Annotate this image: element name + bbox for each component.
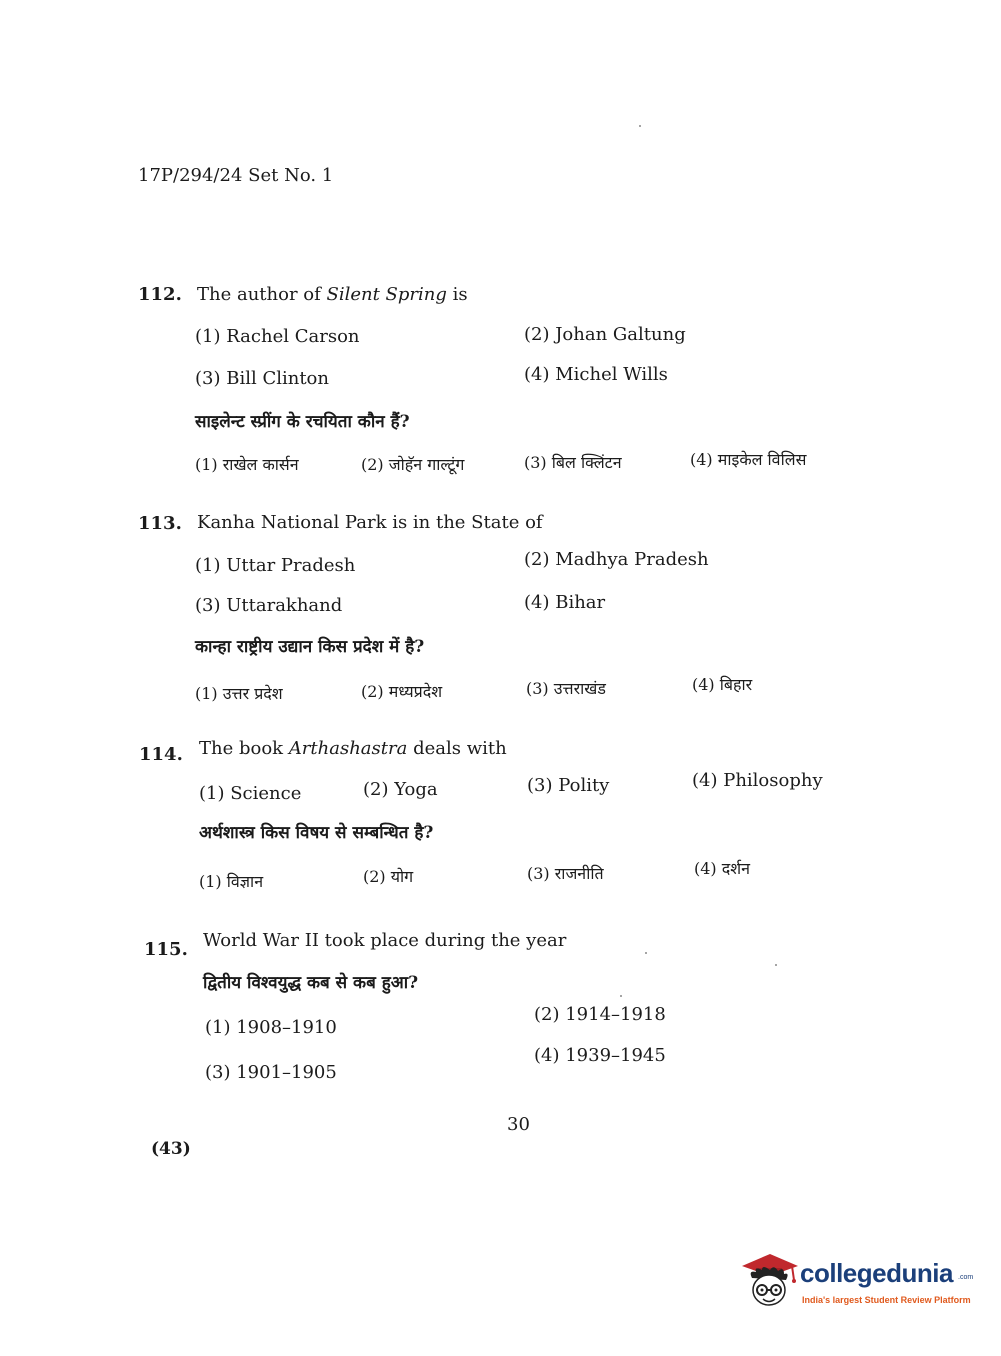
option-4: (4) Michel Wills (524, 364, 668, 385)
hindi-option-1: (1) उत्तर प्रदेश (195, 684, 283, 703)
scan-speck (639, 125, 641, 127)
option-1: (1) Rachel Carson (195, 326, 360, 347)
hindi-question: कान्हा राष्ट्रीय उद्यान किस प्रदेश में है? (195, 637, 425, 657)
option-2: (2) Madhya Pradesh (524, 549, 709, 570)
hindi-option-3: (3) उत्तराखंड (526, 679, 606, 698)
option-2: (2) Yoga (363, 779, 438, 800)
question-text: The author of Silent Spring is (197, 284, 468, 305)
question-number: 114. (139, 744, 183, 765)
mascot-icon (740, 1248, 800, 1312)
option-3: (3) Bill Clinton (195, 368, 329, 389)
option-2: (2) 1914–1918 (534, 1004, 666, 1025)
hindi-option-3: (3) बिल क्लिंटन (524, 453, 622, 472)
logo-tagline: India's largest Student Review Platform (802, 1295, 971, 1305)
option-3: (3) Uttarakhand (195, 595, 343, 616)
scan-speck (645, 952, 647, 954)
option-4: (4) 1939–1945 (534, 1045, 666, 1066)
scan-speck (620, 995, 622, 997)
question-text: Kanha National Park is in the State of (197, 512, 543, 533)
hindi-option-4: (4) दर्शन (694, 859, 751, 878)
option-4: (4) Philosophy (692, 770, 823, 791)
booklet-code: (43) (151, 1139, 191, 1159)
logo-domain-suffix: .com (958, 1274, 974, 1281)
question-text: World War II took place during the year (203, 930, 567, 951)
set-number-header: 17P/294/24 Set No. 1 (138, 165, 334, 186)
option-2: (2) Johan Galtung (524, 324, 686, 345)
hindi-option-4: (4) बिहार (692, 675, 753, 694)
scan-speck (775, 964, 777, 966)
option-3: (3) Polity (527, 775, 610, 796)
question-number: 115. (144, 939, 188, 960)
option-3: (3) 1901–1905 (205, 1062, 337, 1083)
hindi-option-3: (3) राजनीति (527, 864, 604, 883)
option-1: (1) Science (199, 783, 302, 804)
hindi-option-2: (2) जोहॅन गाल्टूंग (361, 455, 465, 474)
hindi-question: अर्थशास्त्र किस विषय से सम्बन्धित है? (199, 823, 434, 843)
hindi-option-2: (2) मध्यप्रदेश (361, 682, 443, 701)
hindi-option-1: (1) विज्ञान (199, 872, 264, 891)
page-number: 30 (507, 1114, 530, 1135)
question-text: The book Arthashastra deals with (199, 738, 507, 759)
option-1: (1) 1908–1910 (205, 1017, 337, 1038)
option-4: (4) Bihar (524, 592, 606, 613)
question-number: 112. (138, 284, 182, 305)
logo-wordmark: collegedunia (800, 1258, 953, 1288)
hindi-option-1: (1) राखेल कार्सन (195, 455, 299, 474)
option-1: (1) Uttar Pradesh (195, 555, 356, 576)
question-number: 113. (138, 513, 182, 534)
hindi-option-4: (4) माइकेल विलिस (690, 450, 807, 469)
hindi-question: साइलेन्ट स्प्रींग के रचयिता कौन हैं? (195, 412, 410, 432)
hindi-option-2: (2) योग (363, 867, 414, 886)
collegedunia-logo (740, 1248, 974, 1312)
hindi-question: द्वितीय विश्वयुद्ध कब से कब हुआ? (203, 973, 419, 993)
